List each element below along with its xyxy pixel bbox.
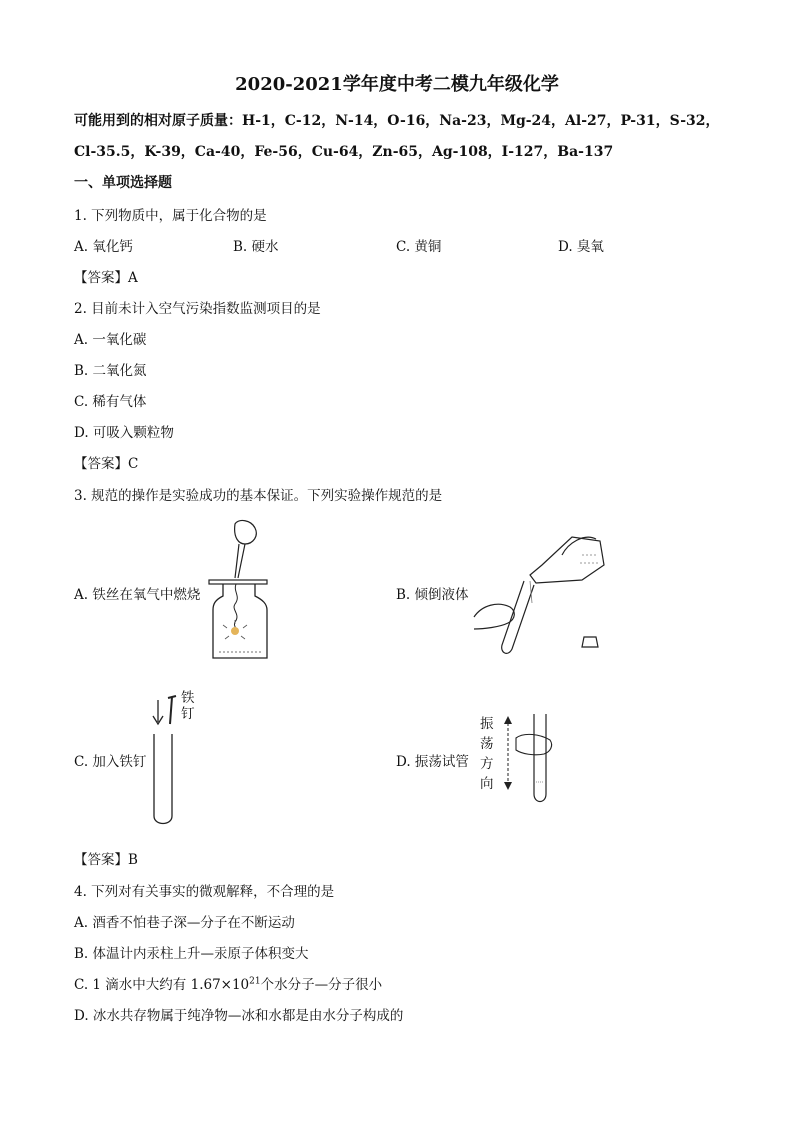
answer-value: A <box>128 270 138 286</box>
q4-option-c-prefix: C. 1 滴水中大约有 1.67×10 <box>74 977 250 993</box>
q1-option-d: D. 臭氧 <box>558 239 604 255</box>
nail-label-char-2: 钉 <box>181 706 195 722</box>
q4-option-a: A. 酒香不怕巷子深—分子在不断运动 <box>74 915 295 931</box>
answer-label: 【答案】 <box>74 270 128 286</box>
q3-option-d: D. 振荡试管 <box>396 754 469 770</box>
nail-label <box>181 690 195 722</box>
shake-label-char-3: 方 <box>480 756 494 772</box>
q3-answer <box>74 848 138 868</box>
q1-option-b: B. 硬水 <box>233 239 279 255</box>
q2-answer <box>74 452 138 472</box>
q2-option-b: B. 二氧化氮 <box>74 363 147 379</box>
adding-nail-figure <box>148 688 208 828</box>
atomic-mass-line-2: Cl-35.5，K-39，Ca-40，Fe-56，Cu-64，Zn-65，Ag-108，I-127，Ba-137 <box>74 144 614 160</box>
q4-stem: 4. 下列对有关事实的微观解释，不合理的是 <box>74 884 335 900</box>
q4-option-c-exponent: 21 <box>249 976 261 987</box>
q2-option-c: C. 稀有气体 <box>74 394 147 410</box>
q4-option-c <box>74 973 382 993</box>
q1-stem: 1. 下列物质中，属于化合物的是 <box>74 208 267 224</box>
q2-stem: 2. 目前未计入空气污染指数监测项目的是 <box>74 301 321 317</box>
q4-option-b: B. 体温计内汞柱上升—汞原子体积变大 <box>74 946 309 962</box>
q2-option-a: A. 一氧化碳 <box>74 332 147 348</box>
q1-answer <box>74 266 138 286</box>
shake-label-char-2: 荡 <box>480 736 494 752</box>
page-title: 2020-2021学年度中考二模九年级化学 <box>235 74 559 95</box>
q3-option-c: C. 加入铁钉 <box>74 754 147 770</box>
section-heading: 一、单项选择题 <box>74 175 172 191</box>
answer-label: 【答案】 <box>74 456 128 472</box>
shake-label-char-1: 振 <box>480 716 494 732</box>
q1-option-c: C. 黄铜 <box>396 239 442 255</box>
q3-stem: 3. 规范的操作是实验成功的基本保证。下列实验操作规范的是 <box>74 488 443 504</box>
q3-option-b: B. 倾倒液体 <box>396 587 469 603</box>
answer-value: B <box>128 852 138 868</box>
q3-option-a: A. 铁丝在氧气中燃烧 <box>74 587 201 603</box>
q4-option-c-suffix: 个水分子—分子很小 <box>260 977 383 993</box>
iron-wire-burning-figure <box>205 518 275 663</box>
q2-option-d: D. 可吸入颗粒物 <box>74 425 174 441</box>
nail-label-char-1: 铁 <box>181 690 195 706</box>
pouring-liquid-figure <box>472 525 612 660</box>
shake-label-char-4: 向 <box>480 776 494 792</box>
q4-option-d: D. 冰水共存物属于纯净物—冰和水都是由水分子构成的 <box>74 1008 404 1024</box>
answer-label: 【答案】 <box>74 852 128 868</box>
q1-option-a: A. 氧化钙 <box>74 239 133 255</box>
answer-value: C <box>128 456 139 472</box>
atomic-mass-line-1: 可能用到的相对原子质量：H-1，C-12，N-14，O-16，Na-23，Mg-24，Al-27，P-31，S-32， <box>74 113 720 129</box>
shake-direction-label <box>480 714 494 794</box>
shaking-tube-figure <box>498 712 558 807</box>
